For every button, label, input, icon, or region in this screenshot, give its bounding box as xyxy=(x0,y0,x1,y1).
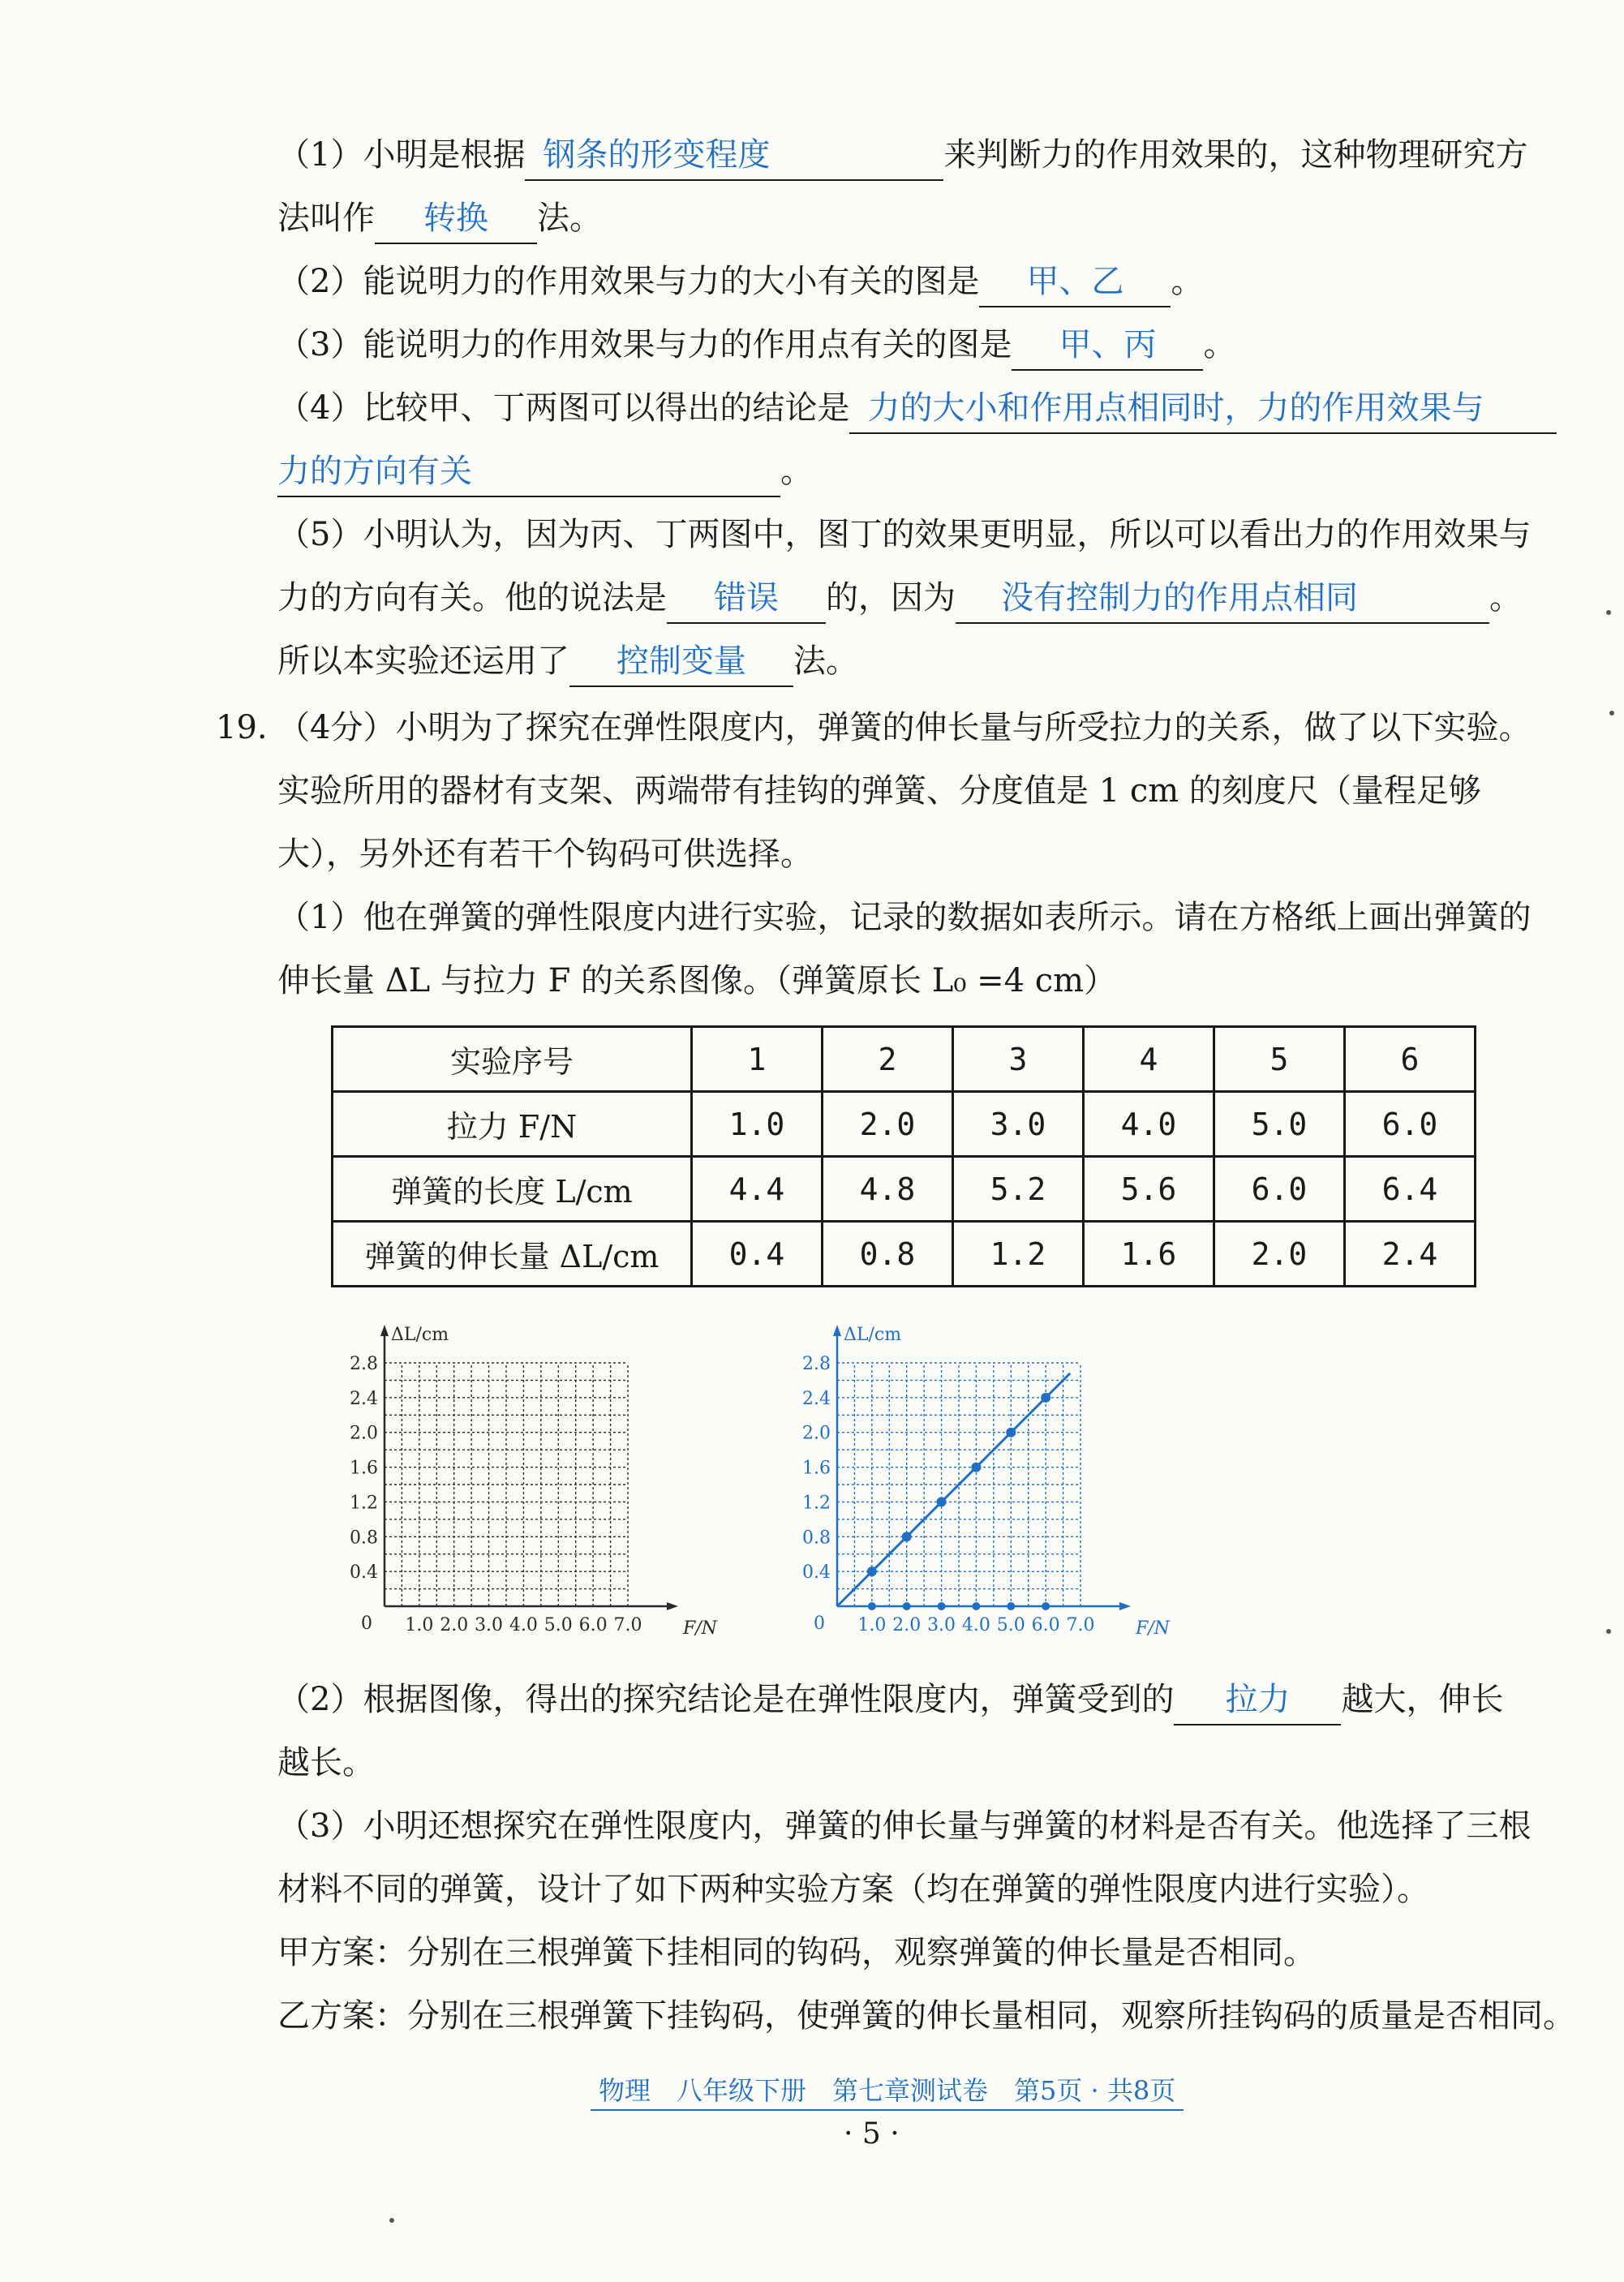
data-point xyxy=(1041,1393,1050,1403)
x-axis-marker xyxy=(972,1602,980,1610)
table-header-cell: 4 xyxy=(1084,1027,1214,1092)
q18-part5-line: （5）小明认为，因为丙、丁两图中，图丁的效果更明显，所以可以看出力的作用效果与 xyxy=(277,516,1532,553)
q19-intro-line2: 实验所用的器材有支架、两端带有挂钩的弹簧、分度值是 1 cm 的刻度尺（量程足够 xyxy=(277,772,1481,810)
x-tick-label: 6.0 xyxy=(1031,1615,1060,1635)
x-axis-label: F/N xyxy=(1136,1618,1170,1639)
table-cell: 5.2 xyxy=(953,1157,1084,1222)
q19-part2-line: （2）根据图像，得出的探究结论是在弹性限度内，弹簧受到的 拉力 越大，伸长 xyxy=(277,1668,1503,1731)
table-cell: 0.4 xyxy=(692,1222,823,1287)
y-tick-label: 2.8 xyxy=(802,1354,831,1374)
x-tick-label: 5.0 xyxy=(996,1615,1025,1635)
table-cell: 6.4 xyxy=(1345,1157,1476,1222)
y-tick-label: 1.2 xyxy=(350,1493,378,1514)
y-tick-label: 1.2 xyxy=(802,1493,831,1514)
answer-blank[interactable]: 力的方向有关 xyxy=(277,447,780,497)
x-tick-label: 6.0 xyxy=(578,1615,608,1635)
question-number: 19. xyxy=(216,709,268,746)
data-table xyxy=(331,1025,1476,1287)
table-cell: 1.0 xyxy=(692,1092,823,1157)
x-tick-label: 4.0 xyxy=(509,1615,538,1635)
data-point xyxy=(971,1463,981,1472)
data-point xyxy=(902,1532,912,1541)
table-header-cell: 实验序号 xyxy=(333,1027,692,1092)
q19-plan-a: 甲方案：分别在三根弹簧下挂相同的钩码，观察弹簧的伸长量是否相同。 xyxy=(277,1934,1316,1971)
data-point xyxy=(867,1566,877,1576)
q19-plan-b: 乙方案：分别在三根弹簧下挂钩码，使弹簧的伸长量相同，观察所挂钩码的质量是否相同。 xyxy=(277,1997,1575,2035)
answer-blank[interactable]: 力的大小和作用点相同时，力的作用效果与 xyxy=(849,384,1557,434)
x-tick-label: 2.0 xyxy=(440,1615,469,1635)
q19-intro-line1: （4分）小明为了探究在弹性限度内，弹簧的伸长量与所受拉力的关系，做了以下实验。 xyxy=(277,709,1532,746)
q19-part1-line1: （1）他在弹簧的弹性限度内进行实验，记录的数据如表所示。请在方格纸上画出弹簧的 xyxy=(277,899,1532,936)
x-axis-marker xyxy=(1042,1602,1050,1610)
x-tick-label: 1.0 xyxy=(405,1615,434,1635)
origin-label: 0 xyxy=(814,1614,825,1634)
data-point xyxy=(1006,1428,1016,1438)
table-header-cell: 5 xyxy=(1214,1027,1345,1092)
page-footer: 物理 八年级下册 第七章测试卷 第5页 · 共8页 xyxy=(591,2070,1184,2111)
table-header-cell: 3 xyxy=(953,1027,1084,1092)
x-axis-marker xyxy=(868,1602,876,1610)
table-cell: 6.0 xyxy=(1214,1157,1345,1222)
answer-blank[interactable]: 错误 xyxy=(667,574,826,624)
y-tick-label: 0.8 xyxy=(350,1528,378,1549)
y-tick-label: 2.8 xyxy=(350,1354,378,1374)
table-row-label: 拉力 F/N xyxy=(333,1092,692,1157)
x-axis-marker xyxy=(1007,1602,1015,1610)
q19-intro-line3: 大），另外还有若干个钩码可供选择。 xyxy=(277,836,813,873)
q18-part3-line: （3）能说明力的作用效果与力的作用点有关的图是 甲、丙 。 xyxy=(277,313,1235,376)
table-cell: 0.8 xyxy=(823,1222,953,1287)
table-header-cell: 6 xyxy=(1345,1027,1476,1092)
x-tick-label: 3.0 xyxy=(475,1615,504,1635)
table-header-cell: 1 xyxy=(692,1027,823,1092)
x-axis-marker xyxy=(903,1602,911,1610)
x-axis-arrow-icon xyxy=(1119,1602,1131,1610)
table-cell: 1.2 xyxy=(953,1222,1084,1287)
table-cell: 2.0 xyxy=(823,1092,953,1157)
answer-blank[interactable]: 甲、乙 xyxy=(979,257,1171,307)
y-axis-arrow-icon xyxy=(833,1325,841,1336)
y-tick-label: 2.4 xyxy=(350,1388,378,1409)
y-tick-label: 0.8 xyxy=(802,1528,831,1549)
x-tick-label: 5.0 xyxy=(543,1615,573,1635)
table-cell: 5.0 xyxy=(1214,1092,1345,1157)
x-tick-label: 1.0 xyxy=(857,1615,887,1635)
table-cell: 4.0 xyxy=(1084,1092,1214,1157)
table-row xyxy=(333,1157,1476,1222)
scan-mark xyxy=(1606,1629,1611,1634)
q18-part5-line2: 力的方向有关。他的说法是 错误 的，因为 没有控制力的作用点相同 。 xyxy=(277,566,1522,630)
table-row xyxy=(333,1222,1476,1287)
y-axis-label: ΔL/cm xyxy=(844,1325,902,1345)
scan-mark xyxy=(1606,610,1611,615)
table-cell: 2.0 xyxy=(1214,1222,1345,1287)
origin-label: 0 xyxy=(361,1614,372,1634)
table-cell: 6.0 xyxy=(1345,1092,1476,1157)
x-tick-label: 7.0 xyxy=(613,1615,642,1635)
answer-blank[interactable]: 没有控制力的作用点相同 xyxy=(956,574,1489,624)
table-row-label: 弹簧的伸长量 ΔL/cm xyxy=(333,1222,692,1287)
x-tick-label: 7.0 xyxy=(1066,1615,1095,1635)
q19-part3-line1: （3）小明还想探究在弹性限度内，弹簧的伸长量与弹簧的材料是否有关。他选择了三根 xyxy=(277,1807,1532,1845)
blank-grid-chart[interactable] xyxy=(341,1321,717,1653)
table-cell: 5.6 xyxy=(1084,1157,1214,1222)
table-cell: 4.8 xyxy=(823,1157,953,1222)
answer-blank[interactable]: 钢条的形变程度 xyxy=(525,131,943,181)
page-number: · 5 · xyxy=(844,2117,900,2151)
y-axis-arrow-icon xyxy=(380,1325,389,1336)
y-tick-label: 1.6 xyxy=(350,1458,378,1479)
scan-mark xyxy=(389,2218,394,2223)
answer-blank[interactable]: 转换 xyxy=(375,194,537,244)
table-cell: 3.0 xyxy=(953,1092,1084,1157)
y-tick-label: 1.6 xyxy=(802,1458,831,1479)
y-tick-label: 2.0 xyxy=(802,1423,831,1444)
answer-grid-chart xyxy=(793,1321,1170,1653)
x-tick-label: 4.0 xyxy=(961,1615,990,1635)
table-cell: 4.4 xyxy=(692,1157,823,1222)
table-header-cell: 2 xyxy=(823,1027,953,1092)
x-axis-marker xyxy=(938,1602,946,1610)
table-cell: 2.4 xyxy=(1345,1222,1476,1287)
q19-part2-line2: 越长。 xyxy=(277,1744,375,1781)
q18-part5-line3: 所以本实验还运用了 控制变量 法。 xyxy=(277,630,858,693)
q18-part1-line: （1）小明是根据 钢条的形变程度 来判断力的作用效果的，这种物理研究方 xyxy=(277,123,1527,187)
scan-mark xyxy=(1609,711,1614,716)
table-row xyxy=(333,1092,1476,1157)
answer-blank[interactable]: 拉力 xyxy=(1174,1675,1341,1725)
q18-part1-line2: 法叫作 转换 法。 xyxy=(277,187,602,250)
q18-part4-line: （4）比较甲、丁两图可以得出的结论是 力的大小和作用点相同时，力的作用效果与 xyxy=(277,376,1557,440)
x-axis-label: F/N xyxy=(683,1618,717,1639)
answer-blank[interactable]: 控制变量 xyxy=(569,637,793,687)
y-tick-label: 0.4 xyxy=(802,1562,831,1584)
table-header-row xyxy=(333,1027,1476,1092)
data-point xyxy=(937,1497,947,1506)
y-tick-label: 2.0 xyxy=(350,1423,378,1444)
q19-part3-line2: 材料不同的弹簧，设计了如下两种实验方案（均在弹簧的弹性限度内进行实验）。 xyxy=(277,1871,1429,1908)
y-tick-label: 0.4 xyxy=(350,1562,378,1584)
x-axis-arrow-icon xyxy=(667,1602,678,1610)
x-tick-label: 3.0 xyxy=(927,1615,956,1635)
answer-blank[interactable]: 甲、丙 xyxy=(1012,320,1203,371)
y-tick-label: 2.4 xyxy=(802,1388,831,1409)
table-cell: 1.6 xyxy=(1084,1222,1214,1287)
q19-part1-line2: 伸长量 ΔL 与拉力 F 的关系图像。（弹簧原长 L₀ =4 cm） xyxy=(277,962,1117,999)
table-row-label: 弹簧的长度 L/cm xyxy=(333,1157,692,1222)
y-axis-label: ΔL/cm xyxy=(391,1325,449,1345)
x-tick-label: 2.0 xyxy=(892,1615,922,1635)
q18-part2-line: （2）能说明力的作用效果与力的大小有关的图是 甲、乙 。 xyxy=(277,250,1203,313)
q18-part4-line2: 力的方向有关 。 xyxy=(277,440,813,503)
